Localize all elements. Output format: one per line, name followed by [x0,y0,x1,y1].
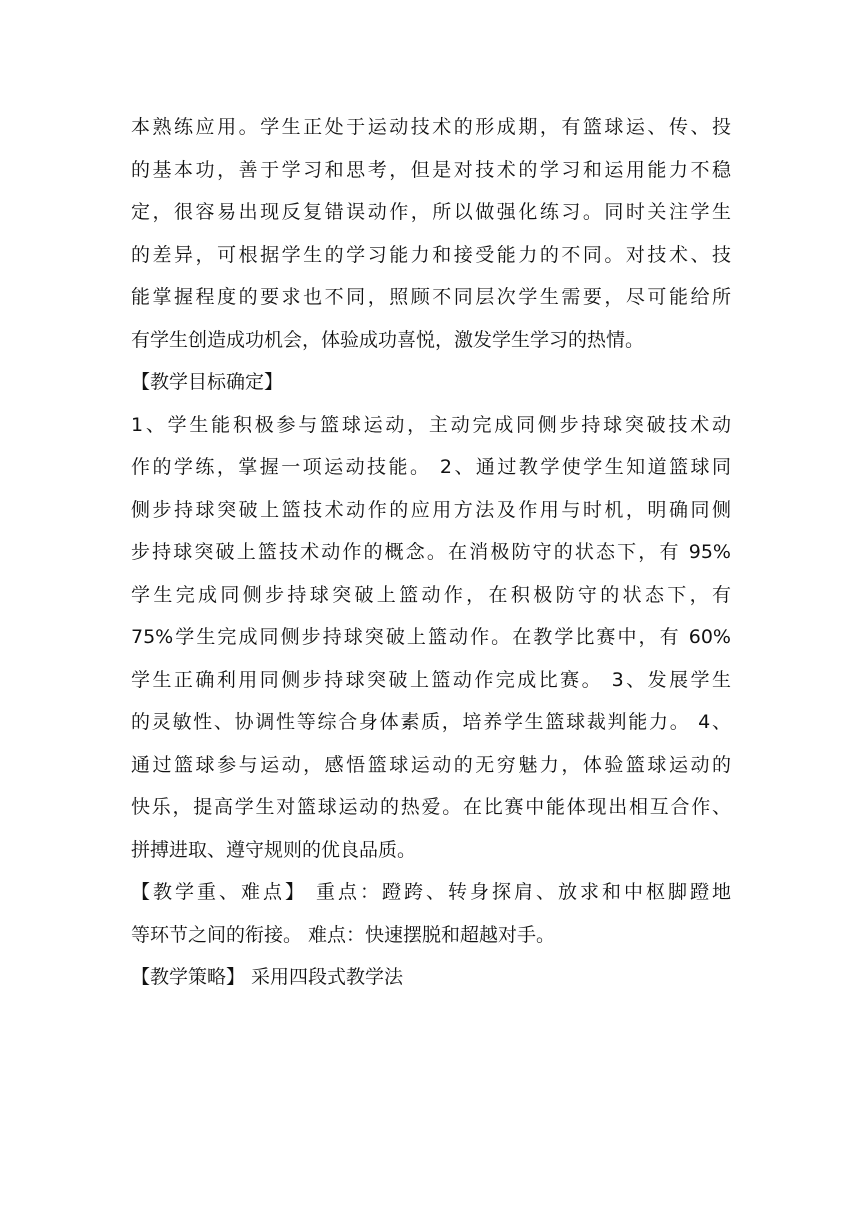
text-line: 本熟练应用。学生正处于运动技术的形成期，有篮球运、传、投 [131,116,731,138]
text-line: 拼搏进取、遵守规则的优良品质。 [131,838,417,861]
text-line: 步持球突破上篮技术动作的概念。在消极防守的状态下，有 95% [131,541,731,563]
document-body [131,106,731,999]
text-line: 的灵敏性、协调性等综合身体素质，培养学生篮球裁判能力。 4、 [131,711,731,733]
text-line: 侧步持球突破上篮技术动作的应用方法及作用与时机，明确同侧 [131,498,731,521]
text-line: 的差异，可根据学生的学习能力和接受能力的不同。对技术、技 [131,243,731,266]
text-line: 有学生创造成功机会，体验成功喜悦，激发学生学习的热情。 [131,328,645,351]
text-line: 1、学生能积极参与篮球运动，主动完成同侧步持球突破技术动 [131,413,731,436]
text-line: 能掌握程度的要求也不同，照顾不同层次学生需要，尽可能给所 [131,286,731,308]
text-line: 作的学练，掌握一项运动技能。 2、通过教学使学生知道篮球同 [131,456,731,478]
text-line: 等环节之间的衔接。 难点：快速摆脱和超越对手。 [131,923,556,946]
section-heading-strategy: 【教学策略】 采用四段式教学法 [131,966,404,988]
text-line: 学生完成同侧步持球突破上篮动作，在积极防守的状态下，有 [131,583,731,606]
text-line: 学生正确利用同侧步持球突破上篮动作完成比赛。 3、发展学生 [131,668,731,691]
text-line: 通过篮球参与运动，感悟篮球运动的无穷魅力，体验篮球运动的 [131,753,731,776]
section-heading-key-points: 【教学重、难点】 重点：蹬跨、转身探肩、放求和中枢脚蹬地 [131,881,731,903]
text-line: 定，很容易出现反复错误动作，所以做强化练习。同时关注学生 [131,201,731,223]
text-line: 75%学生完成同侧步持球突破上篮动作。在教学比赛中，有 60% [131,626,731,648]
section-heading-objectives: 【教学目标确定】 [131,371,284,393]
text-line: 的基本功，善于学习和思考，但是对技术的学习和运用能力不稳 [131,158,731,181]
text-line: 快乐，提高学生对篮球运动的热爱。在比赛中能体现出相互合作、 [131,796,731,818]
